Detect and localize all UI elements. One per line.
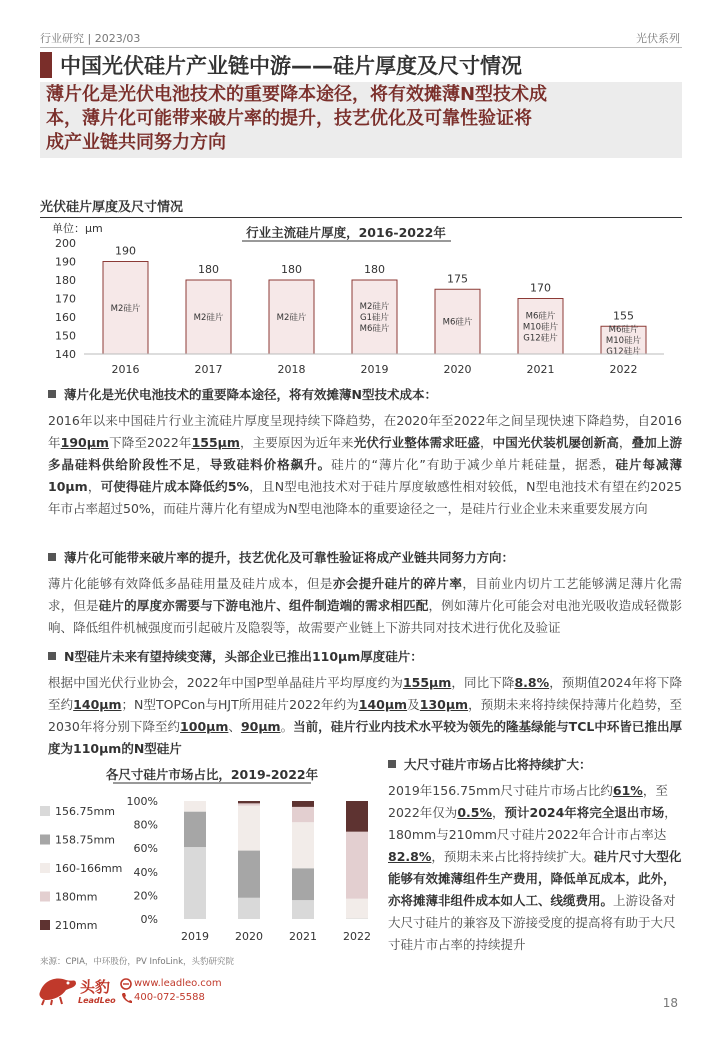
legend-label: 156.75mm xyxy=(55,805,115,818)
section-divider xyxy=(40,217,682,218)
chart-title: 行业主流硅片厚度，2016-2022年 xyxy=(246,225,446,240)
stacked-segment xyxy=(184,847,206,919)
x-tick-label: 2020 xyxy=(443,363,472,376)
y-axis xyxy=(127,795,158,926)
x-axis xyxy=(181,930,371,943)
legend-swatch xyxy=(40,892,50,902)
y-tick-label: 170 xyxy=(55,292,76,306)
stacked-segment xyxy=(292,900,314,919)
bar-wafer-label: M10硅片 xyxy=(605,336,642,347)
bullet-square-icon xyxy=(48,652,56,660)
chart-title: 各尺寸硅片市场占比，2019-2022年 xyxy=(105,767,319,782)
market-share-stacked-chart xyxy=(30,762,378,947)
stacked-segment xyxy=(238,803,260,805)
legend-label: 210mm xyxy=(55,919,98,932)
bullet-square-icon xyxy=(48,553,56,561)
y-tick-label: 190 xyxy=(55,255,76,269)
legend-label: 158.75mm xyxy=(55,833,115,847)
y-tick-label: 200 xyxy=(55,237,76,250)
paragraph-size: 2019年156.75mm尺寸硅片市场占比约61%，至2022年仅为0.5%，预计2024年将完全退出市场，180mm与210mm尺寸硅片2022年合计市占率达82.8%，预期未来占比将持续扩大。硅片尺寸大型化能够有效摊薄组件生产费用，降低单瓦成本，此外，亦将摊薄非组件成本如人工、线缆费用。上游设备对大尺寸硅片的兼容及下游接受度的提高将有助于大尺寸硅片市占率的持续提升 xyxy=(388,783,682,952)
y-tick-label: 60% xyxy=(133,842,158,856)
summary-line: 本，薄片化可能带来破片率的提升，技艺优化及可靠性验证将 xyxy=(46,108,532,129)
legend-swatch xyxy=(40,806,50,816)
x-tick-label: 2020 xyxy=(235,930,263,943)
y-tick-label: 150 xyxy=(55,329,76,343)
brand-name-en: LeadLeo xyxy=(78,996,116,1005)
bar-wafer-label: G12硅片 xyxy=(523,333,558,344)
legend-label: 180mm xyxy=(55,890,98,904)
bullet-heading: 大尺寸硅片市场占比将持续扩大： xyxy=(388,755,592,773)
legend-swatch xyxy=(40,835,50,845)
x-tick-label: 2018 xyxy=(277,363,306,376)
y-tick-label: 140 xyxy=(55,348,76,361)
summary-box xyxy=(40,82,682,158)
stacked-segment xyxy=(184,801,206,812)
paragraph-breakage: 薄片化能够有效降低多晶硅用量及硅片成本，但是亦会提升硅片的碎片率，目前业内切片工艺能够满足薄片化需求，但是硅片的厚度亦需要与下游电池片、组件制造端的需求相匹配，例如薄片化可能会对电池光吸收造成轻微影响、降低组件机械强度而引起破片及隐裂等，故需要产业链上下游共同对技术进行优化及验证 xyxy=(48,576,682,635)
stacked-segment xyxy=(292,801,314,807)
stacked-segment xyxy=(292,822,314,868)
y-axis xyxy=(55,237,76,361)
bar-value-label: 180 xyxy=(364,263,385,276)
website-link[interactable]: www.leadleo.com xyxy=(134,978,222,989)
thickness-bar-chart xyxy=(40,220,682,380)
stacked-segment xyxy=(346,832,368,899)
page-number: 18 xyxy=(662,996,678,1010)
bar-value-label: 190 xyxy=(115,244,136,258)
web-icon xyxy=(120,978,132,990)
x-tick-label: 2022 xyxy=(609,363,638,376)
source-note: 来源：CPIA，中环股份，PV InfoLink，头豹研究院 xyxy=(40,957,235,967)
bar-value-label: 175 xyxy=(447,272,468,286)
bars xyxy=(103,245,646,358)
y-tick-label: 0% xyxy=(140,913,158,926)
x-tick-label: 2016 xyxy=(111,363,140,376)
legend-label: 160-166mm xyxy=(55,862,123,875)
bar-value-label: 180 xyxy=(198,263,219,276)
summary-line: 薄片化是光伏电池技术的重要降本途径，将有效摊薄N型技术成 xyxy=(46,84,548,105)
leopard-logo-icon xyxy=(36,970,78,1006)
phone-icon xyxy=(121,992,132,1003)
bar-wafer-label: M6硅片 xyxy=(525,311,556,322)
stacked-segment xyxy=(238,851,260,898)
stacked-segment xyxy=(346,899,368,919)
bar-wafer-label: M10硅片 xyxy=(522,322,559,333)
stacked-bars xyxy=(184,801,368,919)
stacked-segment xyxy=(238,806,260,851)
bar-wafer-label: M2硅片 xyxy=(276,313,307,323)
paragraph-thinning: 2016年以来中国硅片行业主流硅片厚度呈现持续下降趋势，在2020年至2022年之间呈现快速下降趋势，自2016年190μm下降至2022年155μm，主要原因为近年来光伏行业整体需求旺盛，中国光伏装机屡创新高，叠加上游多晶硅料供给阶段性不足，导致硅料价格飙升。硅片的“薄片化”有助于减少单片耗硅量，据悉，硅片每减薄10μm，可使得硅片成本降低约5%，且N型电池技术对于硅片厚度敏感性相对较低，N型电池技术有望在约2025年市占率超过50%，而硅片薄片化有望成为N型电池降本的重要途径之一，是硅片行业企业未来重要发展方向 xyxy=(48,413,682,516)
title-accent-bar xyxy=(40,52,52,78)
stacked-segment xyxy=(346,918,368,919)
stacked-segment xyxy=(184,812,206,847)
y-tick-label: 160 xyxy=(55,311,76,324)
y-tick-label: 80% xyxy=(133,818,158,832)
legend xyxy=(40,805,122,932)
legend-swatch xyxy=(40,920,50,930)
bar-wafer-label: M2硅片 xyxy=(359,302,390,312)
stacked-segment xyxy=(292,868,314,900)
bar-wafer-label: G12硅片 xyxy=(606,347,641,358)
bullet-heading: N型硅片未来有望持续变薄，头部企业已推出110μm厚度硅片： xyxy=(48,647,423,665)
header-divider xyxy=(40,47,682,48)
phone-number: 400-072-5588 xyxy=(134,992,205,1003)
bullet-square-icon xyxy=(48,390,56,398)
page-title: 中国光伏硅片产业链中游——硅片厚度及尺寸情况 xyxy=(60,54,522,78)
bullet-heading: 薄片化可能带来破片率的提升，技艺优化及可靠性验证将成产业链共同努力方向： xyxy=(48,548,514,566)
bar-value-label: 170 xyxy=(530,281,551,295)
bar-wafer-label: M6硅片 xyxy=(442,317,473,328)
bullet-square-icon xyxy=(388,760,396,768)
stacked-segment xyxy=(238,801,260,803)
x-tick-label: 2019 xyxy=(181,930,209,943)
y-axis-unit: 单位：μm xyxy=(52,222,103,235)
bar-wafer-label: M6硅片 xyxy=(608,325,639,336)
y-tick-label: 40% xyxy=(133,865,158,879)
x-tick-label: 2021 xyxy=(289,930,317,943)
x-tick-label: 2019 xyxy=(360,363,389,376)
paragraph-ntype: 根据中国光伏行业协会，2022年中国P型单晶硅片平均厚度约为155μm，同比下降8.8%，预期值2024年将下降至约140μm；N型TOPCon与HJT所用硅片2022年约为140μm及130μm，预期未来将持续保持薄片化趋势，至2030年将分别下降至约100μm、90μm。当前，硅片行业内技术水平较为领先的隆基绿能与TCL中环皆已推出厚度为110μm的N型硅片 xyxy=(48,675,683,756)
report-category: 行业研究 | 2023/03 xyxy=(40,32,141,45)
x-tick-label: 2021 xyxy=(526,363,555,376)
legend-swatch xyxy=(40,863,50,873)
x-tick-label: 2022 xyxy=(343,930,371,943)
series-name: 光伏系列 xyxy=(636,32,680,45)
bar-wafer-label: M6硅片 xyxy=(359,324,390,334)
x-tick-label: 2017 xyxy=(194,363,223,376)
bar-value-label: 180 xyxy=(281,263,302,276)
section-title: 光伏硅片厚度及尺寸情况 xyxy=(40,200,184,215)
bullet-heading: 薄片化是光伏电池技术的重要降本途径，将有效摊薄N型技术成本： xyxy=(48,385,437,403)
bar-wafer-label: G1硅片 xyxy=(360,313,389,323)
stacked-segment xyxy=(346,801,368,832)
brand-name: 头豹 xyxy=(80,978,111,996)
stacked-segment xyxy=(238,898,260,919)
stacked-segment xyxy=(292,807,314,822)
y-tick-label: 100% xyxy=(126,795,158,808)
y-tick-label: 20% xyxy=(133,889,158,903)
bar-value-label: 155 xyxy=(613,309,634,323)
y-tick-label: 180 xyxy=(55,274,76,287)
x-axis xyxy=(112,363,638,376)
summary-line: 成产业链共同努力方向 xyxy=(46,132,226,153)
bar-wafer-label: M2硅片 xyxy=(110,303,141,314)
bar-wafer-label: M2硅片 xyxy=(193,313,224,323)
